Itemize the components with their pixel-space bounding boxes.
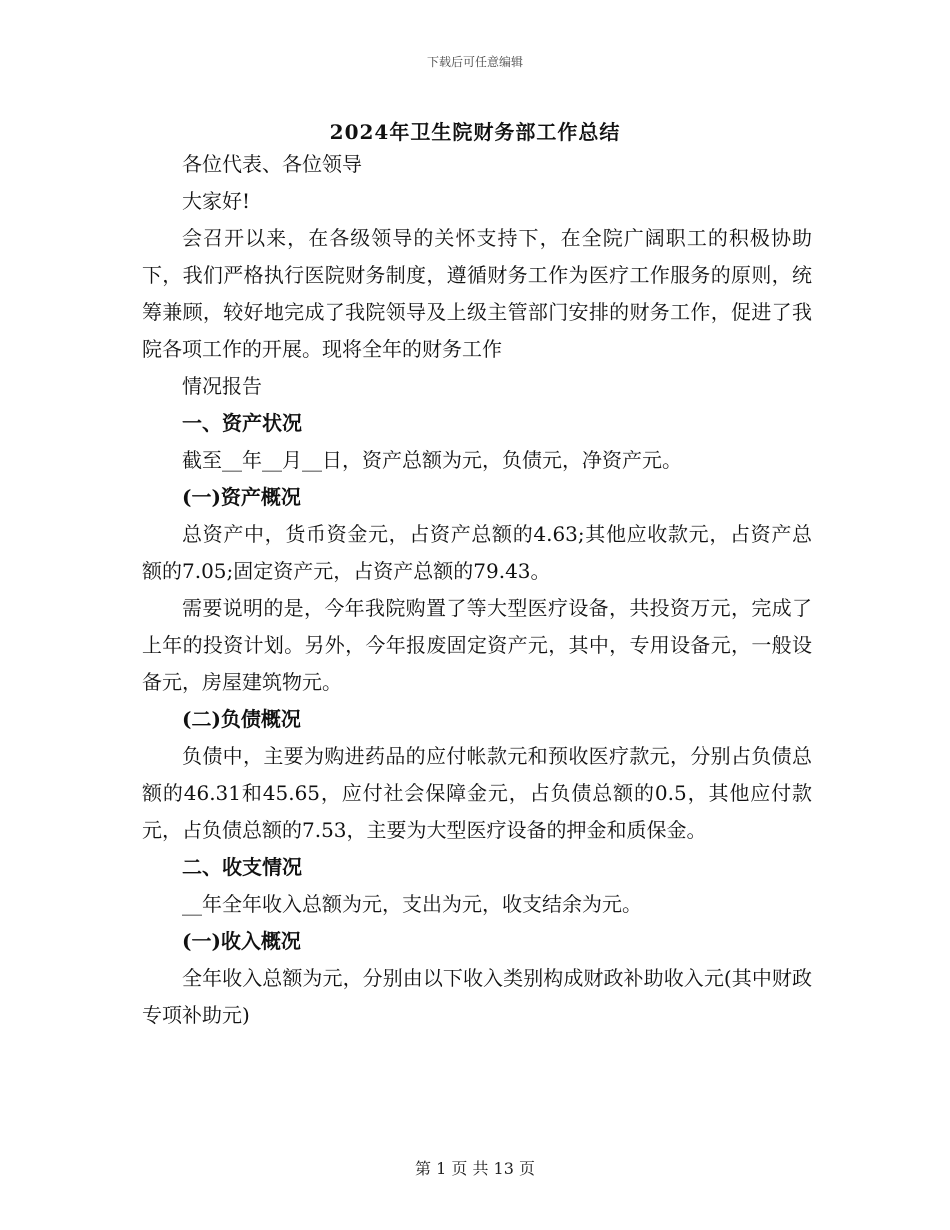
paragraph-liabilities-breakdown: 负债中，主要为购进药品的应付帐款元和预收医疗款元，分别占负债总额的46.31和45.65，应付社会保障金元，占负债总额的0.5，其他应付款元，占负债总额的7.53，主要为大型医疗设备的押金和质保金。	[142, 744, 812, 842]
subsection-heading-assets-overview: (一)资产概况	[182, 485, 301, 509]
paragraph-intro: 会召开以来，在各级领导的关怀支持下，在全院广阔职工的积极协助下，我们严格执行医院财务制度，遵循财务工作为医疗工作服务的原则，统筹兼顾，较好地完成了我院领导及上级主管部门安排的财务工作，促进了我院各项工作的开展。现将全年的财务工作	[142, 226, 812, 361]
paragraph-assets-summary: 截至__年__月__日，资产总额为元，负债元，净资产元。	[182, 448, 682, 472]
paragraph-salutation: 各位代表、各位领导	[182, 152, 362, 176]
section-heading-assets: 一、资产状况	[182, 411, 302, 435]
paragraph-equipment-note: 需要说明的是，今年我院购置了等大型医疗设备，共投资万元，完成了上年的投资计划。另外，今年报废固定资产元，其中，专用设备元，一般设备元，房屋建筑物元。	[142, 596, 812, 694]
subsection-heading-income-overview: (一)收入概况	[182, 929, 301, 953]
paragraph-assets-breakdown: 总资产中，货币资金元，占资产总额的4.63;其他应收款元，占资产总额的7.05;固定资产元，占资产总额的79.43。	[142, 522, 812, 583]
document-title: 2024年卫生院财务部工作总结	[329, 120, 621, 144]
paragraph-greeting: 大家好!	[182, 189, 251, 213]
subsection-heading-liabilities-overview: (二)负债概况	[182, 707, 301, 731]
document-body	[142, 146, 812, 1034]
paragraph-income-expense-summary: __年全年收入总额为元，支出为元，收支结余为元。	[182, 892, 642, 916]
section-heading-income-expense: 二、收支情况	[182, 855, 302, 879]
paragraph-report-label: 情况报告	[182, 374, 262, 398]
page-number: 第 1 页 共 13 页	[415, 1159, 535, 1178]
header-note: 下载后可任意编辑	[426, 55, 523, 69]
paragraph-income-breakdown: 全年收入总额为元，分别由以下收入类别构成财政补助收入元(其中财政专项补助元)	[142, 966, 812, 1027]
